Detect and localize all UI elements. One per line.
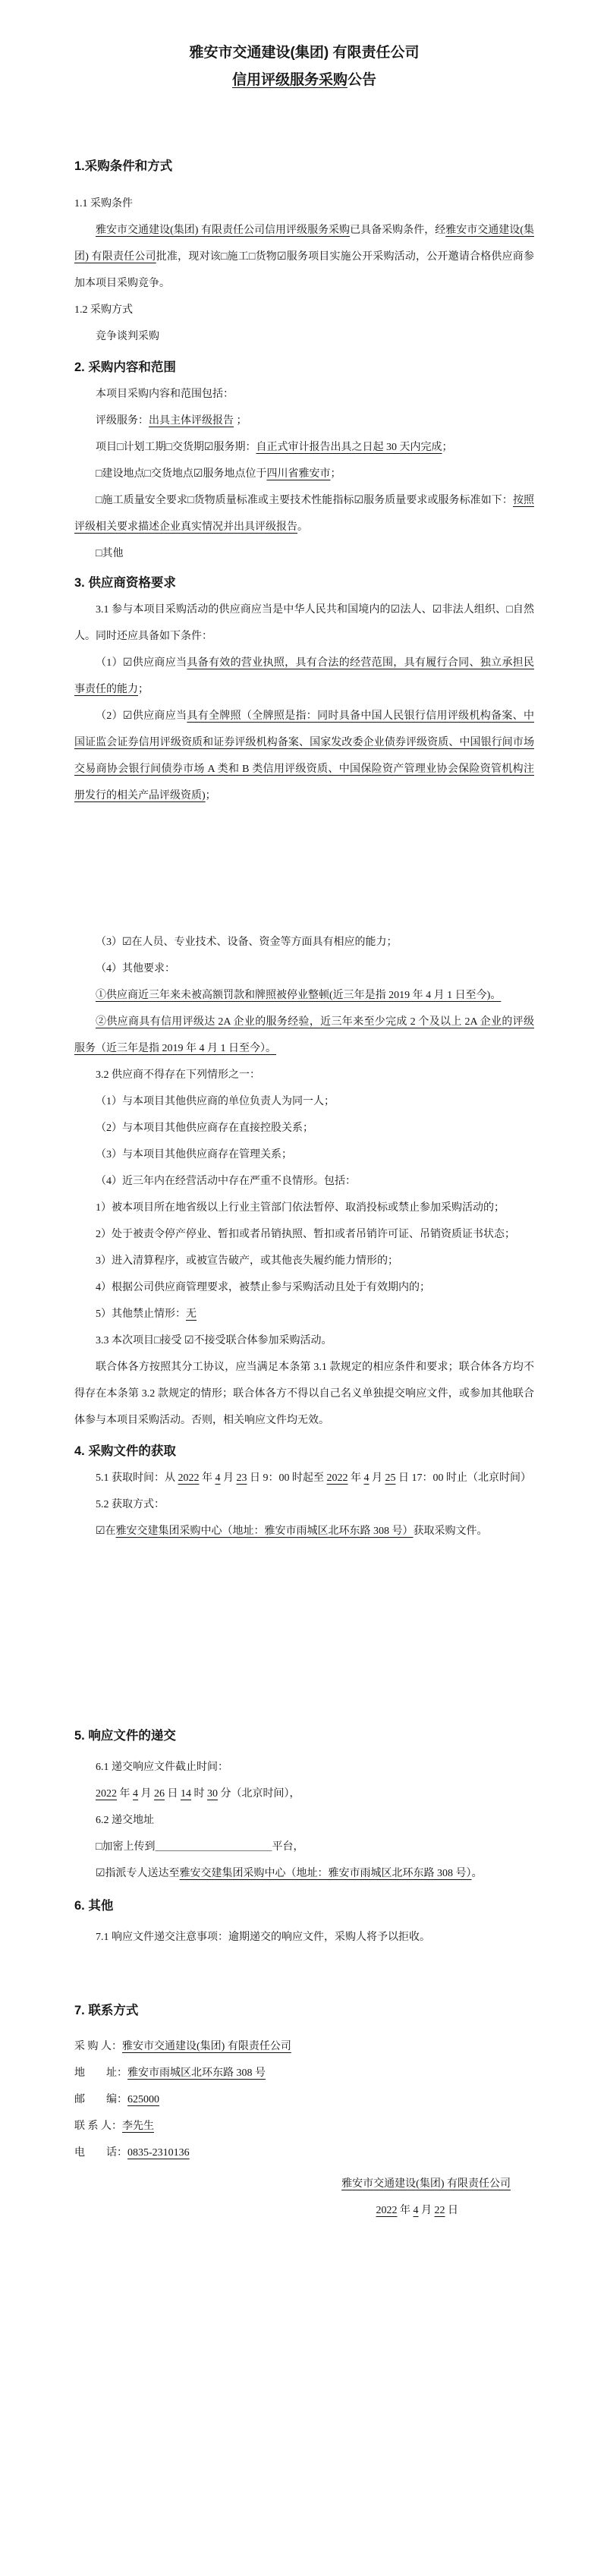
text-run: ； (138, 684, 149, 695)
para-bad-case-1 (74, 1195, 534, 1221)
underlined-text-run: 25 (385, 1472, 396, 1484)
underlined-text-run: 雅安市交通建设(集团) 有限责任公司 (74, 225, 534, 263)
text-run: 平台， (272, 1841, 304, 1853)
text-run: 4）根据公司供应商管理要求，被禁止参与采购活动且处于有效期内的； (96, 1282, 430, 1293)
clause-1-2-label (74, 297, 534, 323)
text-run: 1.采购条件和方式 (74, 159, 173, 173)
underlined-text-run: 2022 (326, 1472, 348, 1484)
para-3-1-item-3 (74, 929, 534, 956)
underlined-text-run: 雅安交建集团采购中心（地址：雅安市雨城区北环东路 308 号） (115, 1526, 414, 1537)
para-bad-case-4 (74, 1274, 534, 1301)
text-run: 月 (220, 1472, 237, 1484)
heading-section-3 (74, 570, 534, 597)
underlined-text-run: 23 (236, 1472, 247, 1484)
underlined-text-run: 按照评级相关要求描述企业真实情况并出具评级报告 (74, 495, 534, 533)
clause-1-1-label (74, 191, 534, 217)
para-3-2 (74, 1062, 534, 1088)
underlined-text-run: ①供应商近三年来未被高额罚款和牌照被停业整顿(近三年是指 2019 年 4 月 1 日至今)。 (96, 990, 502, 1001)
text-run: 1.1 采购条件 (74, 198, 133, 209)
text-run: （4）其他要求： (96, 963, 175, 975)
underlined-text-run: 雅安市雨城区北环东路 308 号 (127, 2067, 266, 2079)
underlined-text-run: 具备有效的营业执照，具有合法的经营范围，具有履行合同、独立承担民事责任的能力 (74, 657, 534, 695)
contact-phone (74, 2140, 534, 2166)
text-run: 7.1 响应文件递交注意事项：逾期递交的响应文件，采购人将予以拒收。 (96, 1932, 430, 1943)
text-run: 5.2 获取方式： (96, 1499, 165, 1510)
para-7-1-note (74, 1924, 534, 1951)
text-run: （1）与本项目其他供应商的单位负责人为同一人； (96, 1096, 335, 1107)
text-run: （2）与本项目其他供应商存在直接控股关系； (96, 1123, 313, 1134)
text-run: 4. 采购文件的获取 (74, 1444, 176, 1458)
document-title-line-2 (74, 67, 534, 94)
para-consortium (74, 1354, 534, 1434)
text-run: ； (234, 415, 247, 427)
para-3-2-item-1 (74, 1088, 534, 1115)
text-run: 月 (138, 1788, 154, 1800)
para-quality-requirements (74, 487, 534, 540)
text-run: 5. 响应文件的递交 (74, 1729, 176, 1743)
text-run: 1.2 采购方式 (74, 304, 133, 316)
para-service-location (74, 461, 534, 487)
underlined-text-run: 具有全牌照（全牌照是指：同时具备中国人民银行信用评级机构备案、中国证监会证券信用评级资质和证券评级机构备案、国家发改委企业债券评级资质、中国银行间市场交易商协会银行间债券市场 A 类和 B 类信用评级资质、中国保险资产管理业协会保险资管机构注册发行的相关产品评级资质) (74, 710, 534, 801)
text-run: （1）☑供应商应当 (96, 657, 187, 669)
underlined-text-run: 22 (434, 2205, 445, 2216)
text-run: ； (442, 442, 453, 453)
underlined-text-run: 14 (181, 1788, 191, 1800)
text-run: 雅安市交通建设(集团) 有限责任公司 (189, 45, 420, 61)
text-run: 已具备采购条件，经 (350, 225, 446, 236)
underlined-text-run: 2022 (96, 1788, 117, 1800)
text-run: ； (330, 468, 341, 480)
underlined-text-run: 26 (154, 1788, 165, 1800)
para-procurement-method (74, 323, 534, 350)
para-deadline-value (74, 1781, 534, 1807)
para-bad-case-3 (74, 1248, 534, 1274)
para-3-2-item-2 (74, 1115, 534, 1142)
text-run: 1）被本项目所在地省级以上行业主管部门依法暂停、取消投标或禁止参加采购活动的； (96, 1202, 505, 1214)
text-run: 日 9：00 时起至 (247, 1472, 327, 1484)
contact-purchaser (74, 2033, 534, 2060)
underlined-text-run: 出具主体评级报告 (149, 415, 234, 427)
underlined-text-run: 无 (186, 1308, 197, 1320)
text-run: 公告 (348, 72, 377, 88)
underlined-text-run: 四川省雅安市 (266, 468, 331, 480)
text-run: 2. 采购内容和范围 (74, 361, 176, 374)
text-run: 分（北京时间）， (218, 1788, 300, 1800)
text-run: （3）与本项目其他供应商存在管理关系； (96, 1149, 292, 1160)
text-run: （2）☑供应商应当 (96, 710, 187, 722)
para-3-2-item-3 (74, 1142, 534, 1168)
contact-address (74, 2060, 534, 2086)
text-run: 批准，现对该□施工□货物☑服务项目实施公开采购活动，公开邀请合格供应商参加本项目采购竞争。 (74, 251, 534, 289)
para-obtain-location (74, 1518, 534, 1545)
underlined-text-run: 2022 (376, 2205, 398, 2216)
text-run: 年 (199, 1472, 215, 1484)
text-run: □施工质量安全要求□货物质量标准或主要技术性能指标☑服务质量要求或服务标准如下： (96, 495, 513, 506)
para-delivery-option (74, 1860, 534, 1887)
text-run: ☑指派专人送达至 (96, 1868, 180, 1879)
text-run: 联 系 人： (74, 2121, 122, 2132)
underlined-text-run: 信用评级服务采购 (231, 72, 348, 88)
para-service-period (74, 434, 534, 461)
text-run: 日 17：00 时止（北京时间） (395, 1472, 531, 1484)
text-run: 联合体各方按照其分工协议，应当满足本条第 3.1 款规定的相应条件和要求；联合体各方均不得存在本条第 3.2 款规定的情形；联合体各方不得以自己名义单独提交响应文件，或参加其他联合体参与本项目采购活动。否则，相关响应文件均无效。 (74, 1362, 534, 1426)
text-run: 2）处于被责令停产停业、暂扣或者吊销执照、暂扣或者吊销许可证、吊销资质证书状态； (96, 1229, 515, 1240)
text-run: 3.2 供应商不得存在下列情形之一： (96, 1069, 260, 1081)
underlined-text-run: 雅安市交通建设(集团) 有限责任公司信用评级服务采购 (96, 225, 351, 236)
text-run: 获取采购文件。 (413, 1526, 488, 1537)
text-run: 5.1 获取时间：从 (96, 1472, 178, 1484)
underlined-text-run: 自正式审计报告出具之日起 30 天内完成 (256, 442, 442, 453)
text-run: 地 址： (74, 2067, 127, 2079)
text-run: 5）其他禁止情形： (96, 1308, 186, 1320)
text-run: ☑在 (96, 1526, 116, 1537)
text-run: 年 (117, 1788, 133, 1800)
heading-section-2 (74, 354, 534, 381)
text-run: 3.1 参与本项目采购活动的供应商应当是中华人民共和国境内的☑法人、☑非法人组织、□自然人。同时还应具备如下条件： (74, 604, 534, 642)
text-run: □加密上传到 (96, 1841, 156, 1853)
para-bad-case-2 (74, 1221, 534, 1248)
text-run: 年 (397, 2205, 414, 2216)
underlined-text-run: 雅安交建集团采购中心（地址：雅安市雨城区北环东路 308 号） (179, 1868, 472, 1879)
underlined-text-run: 0835-2310136 (127, 2147, 190, 2159)
text-run: 。 (471, 1868, 483, 1879)
para-other-req-2 (74, 1009, 534, 1062)
text-run: 项目□计划工期□交货期☑服务期： (96, 442, 256, 453)
underlined-text-run: 4 (215, 1472, 221, 1484)
signature-date (376, 2197, 459, 2224)
text-run: 本项目采购内容和范围包括： (96, 389, 234, 400)
underlined-text-run: 30 (207, 1788, 218, 1800)
text-run: 6. 其他 (74, 1899, 114, 1913)
para-3-1-item-2 (74, 703, 534, 809)
text-run: 日 (445, 2205, 458, 2216)
text-run: （3）☑在人员、专业技术、设备、资金等方面具有相应的能力； (96, 937, 398, 948)
heading-section-6 (74, 1893, 534, 1919)
para-bad-case-5 (74, 1301, 534, 1327)
heading-section-4 (74, 1438, 534, 1465)
para-rating-service (74, 408, 534, 434)
para-purchase-conditions (74, 217, 534, 297)
underlined-text-run: 4 (133, 1788, 138, 1800)
text-run: 邮 编： (74, 2094, 127, 2105)
para-5-2-obtain-way (74, 1491, 534, 1518)
para-upload-option (74, 1834, 534, 1860)
para-3-1-item-1 (74, 650, 534, 703)
text-run: （4）近三年内在经营活动中存在严重不良情形。包括： (96, 1176, 356, 1187)
text-run: 日 (165, 1788, 181, 1800)
para-6-2-address-label (74, 1807, 534, 1834)
text-run: 3. 供应商资格要求 (74, 576, 176, 590)
contact-postcode (74, 2086, 534, 2113)
para-3-1-item-4 (74, 956, 534, 982)
para-6-1-deadline-label (74, 1754, 534, 1781)
text-run: 电 话： (74, 2147, 127, 2159)
text-run: 。 (297, 521, 308, 533)
text-run: 月 (418, 2205, 435, 2216)
underlined-text-run: 625000 (127, 2094, 159, 2105)
text-run: 3.3 本次项目□接受 ☑不接受联合体参加采购活动。 (96, 1335, 332, 1346)
heading-section-7 (74, 1998, 534, 2024)
contact-person (74, 2113, 534, 2140)
para-3-1 (74, 597, 534, 650)
text-run: 3）进入清算程序，或被宣告破产，或其他丧失履约能力情形的； (96, 1255, 398, 1267)
para-5-1-obtain-time (74, 1465, 534, 1491)
underlined-text-run: 雅安市交通建设(集团) 有限责任公司 (341, 2178, 511, 2190)
text-run: 月 (369, 1472, 385, 1484)
heading-section-5 (74, 1723, 534, 1749)
text-run: 6.2 递交地址 (96, 1815, 154, 1826)
underlined-text-run: 雅安市交通建设(集团) 有限责任公司 (122, 2041, 291, 2052)
text-run: 竞争谈判采购 (96, 331, 159, 342)
para-other-req-1 (74, 982, 534, 1009)
underlined-text-run: 李先生 (122, 2121, 154, 2132)
underlined-text-run: 2022 (178, 1472, 200, 1484)
text-run: 评级服务： (96, 415, 149, 427)
underlined-text-run: 4 (363, 1472, 370, 1484)
para-scope-intro (74, 381, 534, 408)
underlined-text-run: 4 (413, 2205, 419, 2216)
underlined-text-run: ②供应商具有信用评级达 2A 企业的服务经验，近三年来至少完成 2 个及以上 2A 企业的评级服务（近三年是指 2019 年 4 月 1 日至今）。 (74, 1016, 534, 1054)
document-title-line-1 (74, 39, 534, 67)
text-run: ＿＿＿＿＿＿＿＿＿＿＿ (155, 1841, 272, 1853)
text-run: □建设地点□交货地点☑服务地点位于 (96, 468, 267, 480)
text-run: 年 (348, 1472, 364, 1484)
para-3-3 (74, 1327, 534, 1354)
text-run: 6.1 递交响应文件截止时间： (96, 1762, 228, 1773)
para-other-checkbox (74, 540, 534, 567)
text-run: □其他 (96, 548, 124, 559)
text-run: 采 购 人： (74, 2041, 122, 2052)
para-3-2-item-4 (74, 1168, 534, 1195)
signature-company (341, 2171, 511, 2197)
heading-section-1 (74, 153, 534, 180)
text-run: 7. 联系方式 (74, 2004, 139, 2017)
text-run: ； (205, 790, 216, 801)
text-run: 时 (191, 1788, 207, 1800)
